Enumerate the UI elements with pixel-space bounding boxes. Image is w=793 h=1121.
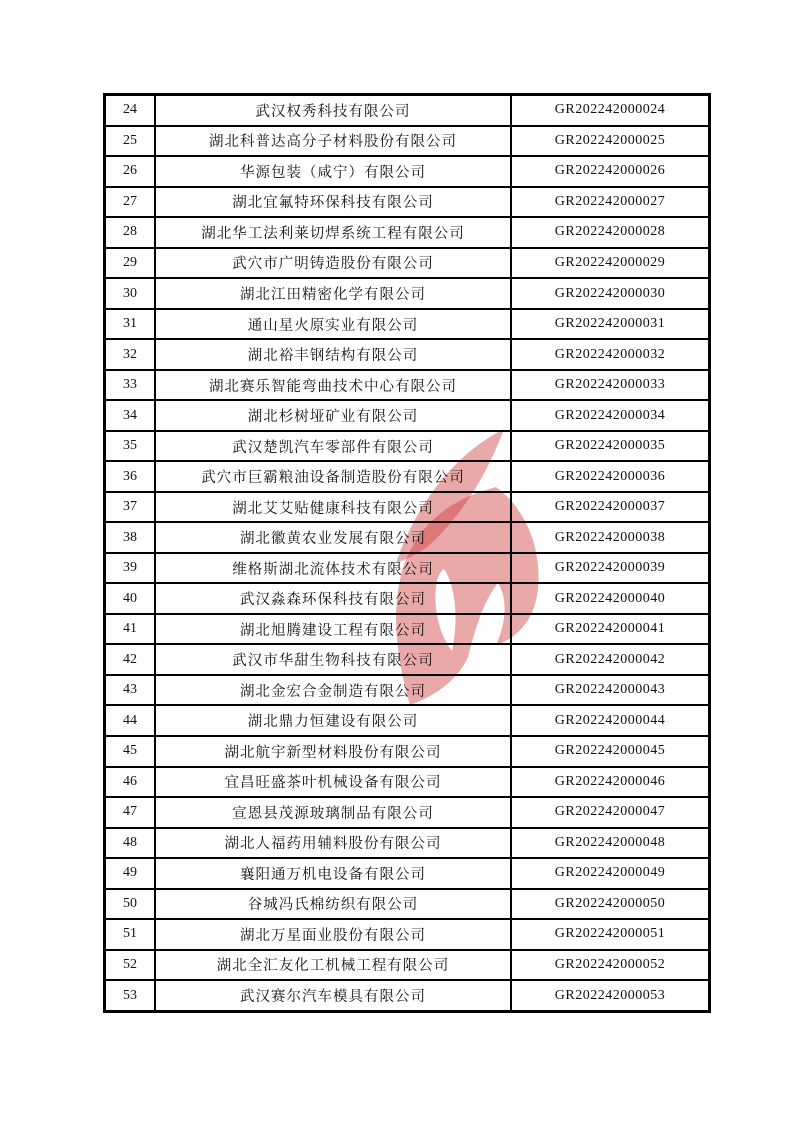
table-row — [105, 248, 710, 279]
certificate-table — [103, 93, 711, 1013]
certificate-number: GR202242000045 — [511, 736, 710, 767]
certificate-table-body — [105, 95, 710, 1012]
certificate-number: GR202242000036 — [511, 461, 710, 492]
company-name: 湖北华工法利莱切焊系统工程有限公司 — [155, 217, 511, 248]
certificate-number: GR202242000044 — [511, 705, 710, 736]
row-number: 49 — [105, 858, 156, 889]
row-number: 52 — [105, 950, 156, 981]
row-number: 33 — [105, 370, 156, 401]
table-row — [105, 614, 710, 645]
row-number: 36 — [105, 461, 156, 492]
company-name: 武汉淼森环保科技有限公司 — [155, 583, 511, 614]
certificate-number: GR202242000026 — [511, 156, 710, 187]
row-number: 53 — [105, 980, 156, 1011]
company-name: 华源包装（咸宁）有限公司 — [155, 156, 511, 187]
row-number: 28 — [105, 217, 156, 248]
certificate-number: GR202242000040 — [511, 583, 710, 614]
company-name: 湖北人福药用辅料股份有限公司 — [155, 828, 511, 859]
row-number: 27 — [105, 187, 156, 218]
row-number: 39 — [105, 553, 156, 584]
certificate-number: GR202242000053 — [511, 980, 710, 1011]
company-name: 湖北杉树垭矿业有限公司 — [155, 400, 511, 431]
certificate-number: GR202242000024 — [511, 95, 710, 126]
certificate-number: GR202242000032 — [511, 339, 710, 370]
certificate-number: GR202242000031 — [511, 309, 710, 340]
company-name: 湖北江田精密化学有限公司 — [155, 278, 511, 309]
certificate-number: GR202242000034 — [511, 400, 710, 431]
certificate-number: GR202242000025 — [511, 126, 710, 157]
row-number: 44 — [105, 705, 156, 736]
table-row — [105, 156, 710, 187]
row-number: 41 — [105, 614, 156, 645]
certificate-number: GR202242000041 — [511, 614, 710, 645]
certificate-number: GR202242000047 — [511, 797, 710, 828]
company-name: 通山星火原实业有限公司 — [155, 309, 511, 340]
table-row — [105, 919, 710, 950]
row-number: 51 — [105, 919, 156, 950]
row-number: 31 — [105, 309, 156, 340]
row-number: 43 — [105, 675, 156, 706]
company-name: 湖北万星面业股份有限公司 — [155, 919, 511, 950]
table-row — [105, 583, 710, 614]
table-row — [105, 767, 710, 798]
table-row — [105, 980, 710, 1011]
certificate-number: GR202242000050 — [511, 889, 710, 920]
table-row — [105, 736, 710, 767]
table-row — [105, 126, 710, 157]
table-row — [105, 522, 710, 553]
company-name: 武汉市华甜生物科技有限公司 — [155, 644, 511, 675]
row-number: 50 — [105, 889, 156, 920]
row-number: 48 — [105, 828, 156, 859]
company-name: 维格斯湖北流体技术有限公司 — [155, 553, 511, 584]
table-row — [105, 492, 710, 523]
table-row — [105, 553, 710, 584]
certificate-number: GR202242000051 — [511, 919, 710, 950]
company-name: 湖北赛乐智能弯曲技术中心有限公司 — [155, 370, 511, 401]
table-row — [105, 95, 710, 126]
table-row — [105, 889, 710, 920]
table-row — [105, 187, 710, 218]
table-row — [105, 461, 710, 492]
company-name: 襄阳通万机电设备有限公司 — [155, 858, 511, 889]
row-number: 45 — [105, 736, 156, 767]
table-row — [105, 950, 710, 981]
company-name: 武汉楚凯汽车零部件有限公司 — [155, 431, 511, 462]
row-number: 26 — [105, 156, 156, 187]
row-number: 34 — [105, 400, 156, 431]
company-name: 武穴市广明铸造股份有限公司 — [155, 248, 511, 279]
certificate-number: GR202242000046 — [511, 767, 710, 798]
certificate-number: GR202242000027 — [511, 187, 710, 218]
table-row — [105, 644, 710, 675]
row-number: 38 — [105, 522, 156, 553]
certificate-number: GR202242000043 — [511, 675, 710, 706]
row-number: 35 — [105, 431, 156, 462]
row-number: 25 — [105, 126, 156, 157]
certificate-number: GR202242000038 — [511, 522, 710, 553]
certificate-number: GR202242000030 — [511, 278, 710, 309]
certificate-number: GR202242000028 — [511, 217, 710, 248]
company-name: 湖北鼎力恒建设有限公司 — [155, 705, 511, 736]
table-row — [105, 309, 710, 340]
row-number: 32 — [105, 339, 156, 370]
company-name: 谷城冯氏棉纺织有限公司 — [155, 889, 511, 920]
company-name: 湖北金宏合金制造有限公司 — [155, 675, 511, 706]
certificate-number: GR202242000049 — [511, 858, 710, 889]
table-row — [105, 370, 710, 401]
table-row — [105, 797, 710, 828]
certificate-number: GR202242000029 — [511, 248, 710, 279]
company-name: 湖北宜氟特环保科技有限公司 — [155, 187, 511, 218]
certificate-number: GR202242000052 — [511, 950, 710, 981]
company-name: 湖北裕丰钢结构有限公司 — [155, 339, 511, 370]
certificate-number: GR202242000039 — [511, 553, 710, 584]
certificate-number: GR202242000035 — [511, 431, 710, 462]
company-name: 武穴市巨霸粮油设备制造股份有限公司 — [155, 461, 511, 492]
table-row — [105, 858, 710, 889]
table-row — [105, 431, 710, 462]
table-row — [105, 400, 710, 431]
table-row — [105, 828, 710, 859]
table-row — [105, 675, 710, 706]
company-name: 武汉赛尔汽车模具有限公司 — [155, 980, 511, 1011]
table-row — [105, 217, 710, 248]
certificate-number: GR202242000033 — [511, 370, 710, 401]
company-name: 湖北全汇友化工机械工程有限公司 — [155, 950, 511, 981]
table-row — [105, 278, 710, 309]
row-number: 46 — [105, 767, 156, 798]
table-row — [105, 705, 710, 736]
table-row — [105, 339, 710, 370]
company-name: 湖北艾艾贴健康科技有限公司 — [155, 492, 511, 523]
certificate-number: GR202242000042 — [511, 644, 710, 675]
row-number: 42 — [105, 644, 156, 675]
company-name: 宜昌旺盛茶叶机械设备有限公司 — [155, 767, 511, 798]
row-number: 29 — [105, 248, 156, 279]
company-name: 宣恩县茂源玻璃制品有限公司 — [155, 797, 511, 828]
company-name: 湖北旭腾建设工程有限公司 — [155, 614, 511, 645]
company-name: 湖北科普达高分子材料股份有限公司 — [155, 126, 511, 157]
row-number: 30 — [105, 278, 156, 309]
row-number: 37 — [105, 492, 156, 523]
company-name: 武汉权秀科技有限公司 — [155, 95, 511, 126]
certificate-number: GR202242000048 — [511, 828, 710, 859]
row-number: 47 — [105, 797, 156, 828]
company-name: 湖北航宇新型材料股份有限公司 — [155, 736, 511, 767]
row-number: 24 — [105, 95, 156, 126]
row-number: 40 — [105, 583, 156, 614]
company-name: 湖北徽黄农业发展有限公司 — [155, 522, 511, 553]
certificate-number: GR202242000037 — [511, 492, 710, 523]
